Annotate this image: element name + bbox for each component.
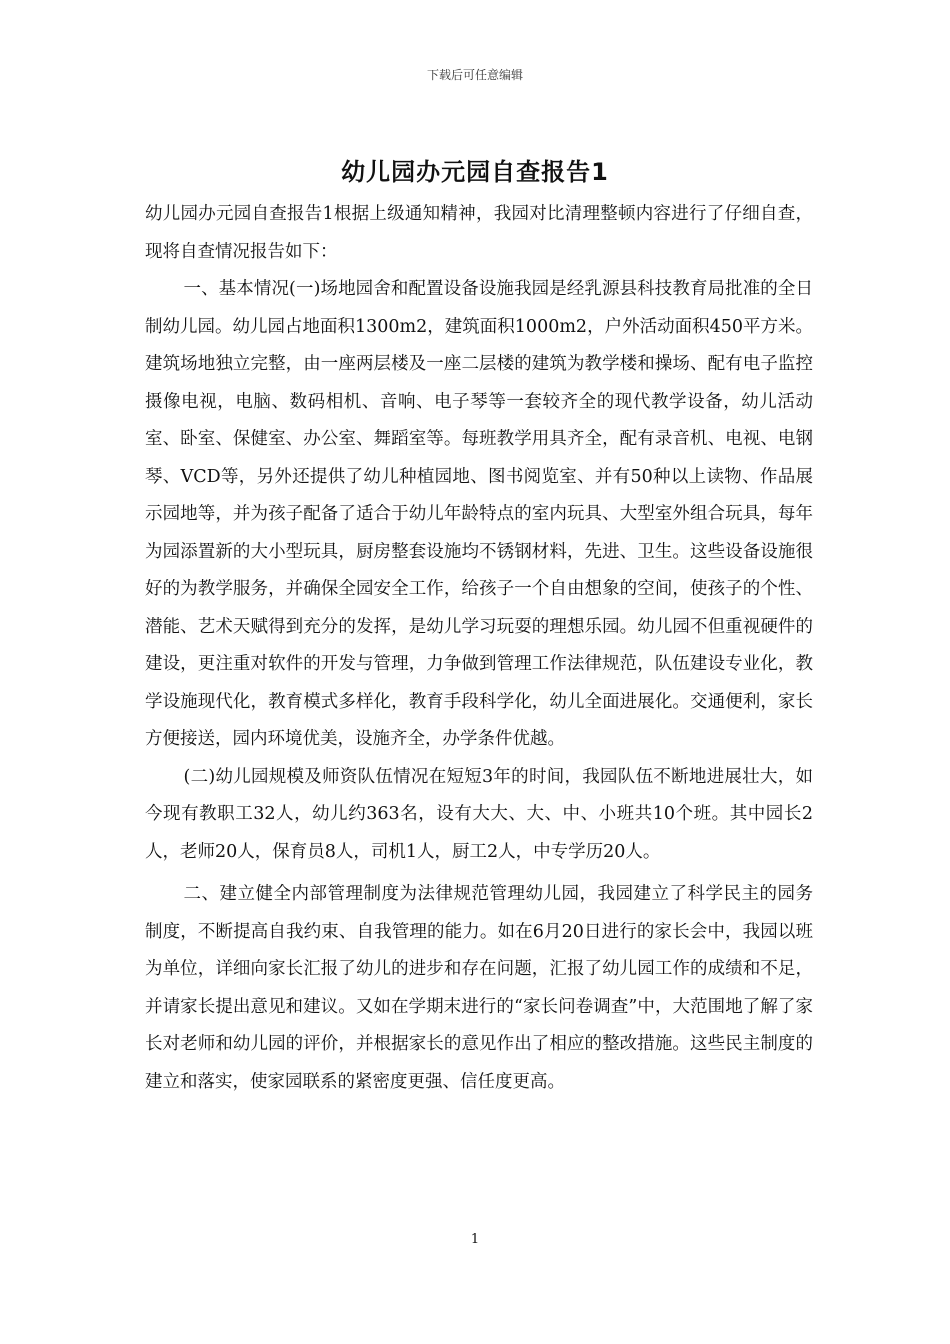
- page-number: 1: [470, 1232, 480, 1247]
- paragraph-staff: (二)幼儿园规模及师资队伍情况在短短3年的时间，我园队伍不断地进展壮大，如今现有教职工32人，幼儿约363名，设有大大、大、中、小班共10个班。其中园长2人，老师20人，保育员8人，司机1人，厨工2人，中专学历20人。: [145, 766, 813, 862]
- paragraph-management: 二、建立健全内部管理制度为法律规范管理幼儿园，我园建立了科学民主的园务制度，不断提高自我约束、自我管理的能力。如在6月20日进行的家长会中，我园以班为单位，详细向家长汇报了幼儿的进步和存在问题，汇报了幼儿园工作的成绩和不足，并请家长提出意见和建议。又如在学期末进行的“家长问卷调查”中，大范围地了解了家长对老师和幼儿园的评价，并根据家长的意见作出了相应的整改措施。这些民主制度的建立和落实，使家园联系的紧密度更强、信任度更高。: [145, 884, 813, 1092]
- header-note: 下载后可任意编辑: [426, 68, 523, 82]
- paragraph-basic-info: 一、基本情况(一)场地园舍和配置设备设施我园是经乳源县科技教育局批准的全日制幼儿园。幼儿园占地面积1300m2，建筑面积1000m2，户外活动面积450平方米。建筑场地独立完整，由一座两层楼及一座二层楼的建筑为教学楼和操场、配有电子监控摄像电视，电脑、数码相机、音响、电子琴等一套较齐全的现代教学设备，幼儿活动室、卧室、保健室、办公室、舞蹈室等。每班教学用具齐全，配有录音机、电视、电钢琴、VCD等，另外还提供了幼儿种植园地、图书阅览室、并有50种以上读物、作品展示园地等，并为孩子配备了适合于幼儿年龄特点的室内玩具、大型室外组合玩具，每年为园添置新的大小型玩具，厨房整套设施均不锈钢材料，先进、卫生。这些设备设施很好的为教学服务，并确保全园安全工作，给孩子一个自由想象的空间，使孩子的个性、潜能、艺术天赋得到充分的发挥，是幼儿学习玩耍的理想乐园。幼儿园不但重视硬件的建设，更注重对软件的开发与管理，力争做到管理工作法律规范，队伍建设专业化，教学设施现代化，教育模式多样化，教育手段科学化，幼儿全面进展化。交通便利，家长方便接送，园内环境优美，设施齐全，办学条件优越。: [145, 279, 813, 749]
- document-body: [145, 196, 813, 1101]
- paragraph-intro: 幼儿园办元园自查报告1根据上级通知精神，我园对比清理整顿内容进行了仔细自查，现将自查情况报告如下：: [145, 204, 813, 262]
- document-title: 幼儿园办元园自查报告1: [341, 158, 609, 186]
